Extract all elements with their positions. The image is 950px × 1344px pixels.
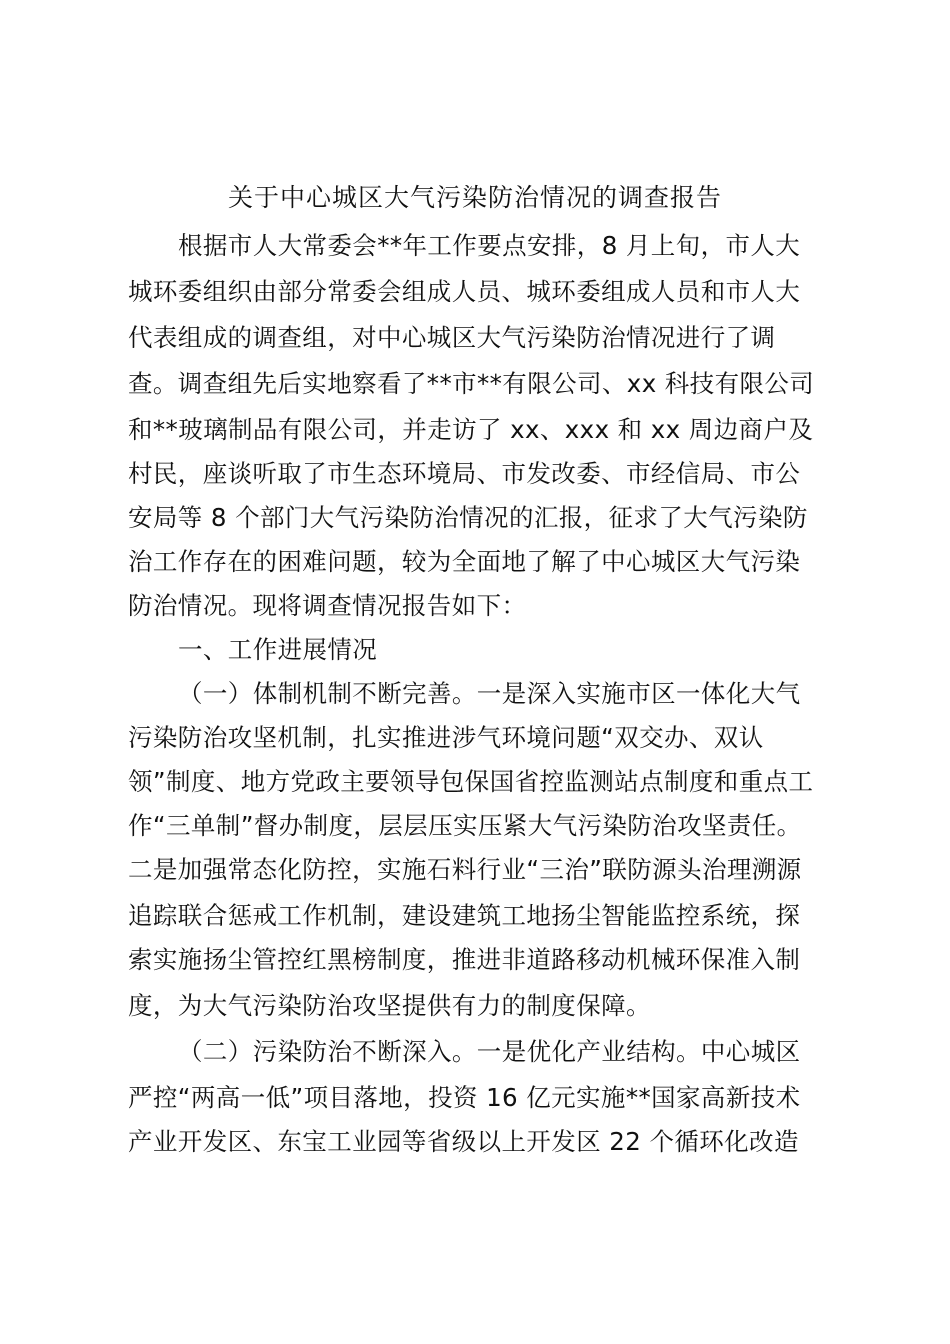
section-heading-1: 一、工作进展情况	[178, 635, 378, 664]
paragraph-line-21: 产业开发区、东宝工业园等省级以上开发区 22 个循环化改造	[128, 1127, 799, 1156]
paragraph-line-13: 领”制度、地方党政主要领导包保国省控监测站点制度和重点工	[128, 767, 814, 796]
paragraph-line-9: 防治情况。现将调查情况报告如下：	[128, 591, 527, 620]
paragraph-line-7: 安局等 8 个部门大气污染防治情况的汇报，征求了大气污染防	[128, 503, 808, 532]
paragraph-line-2: 城环委组织由部分常委会组成人员、城环委组成人员和市人大	[128, 277, 801, 306]
paragraph-line-1: 根据市人大常委会**年工作要点安排，8 月上旬，市人大	[178, 231, 801, 260]
paragraph-line-18: 度，为大气污染防治攻坚提供有力的制度保障。	[128, 991, 651, 1020]
paragraph-line-15: 二是加强常态化防控，实施石料行业“三治”联防源头治理溯源	[128, 855, 802, 884]
paragraph-line-12: 污染防治攻坚机制，扎实推进涉气环境问题“双交办、双认	[128, 723, 764, 752]
paragraph-line-5: 和**玻璃制品有限公司，并走访了 xx、xxx 和 xx 周边商户及	[128, 415, 814, 444]
paragraph-line-8: 治工作存在的困难问题，较为全面地了解了中心城区大气污染	[128, 547, 801, 576]
paragraph-line-3: 代表组成的调查组，对中心城区大气污染防治情况进行了调	[128, 323, 776, 352]
paragraph-line-20: 严控“两高一低”项目落地，投资 16 亿元实施**国家高新技术	[128, 1083, 801, 1112]
paragraph-line-14: 作“三单制”督办制度，层层压实压紧大气污染防治攻坚责任。	[128, 811, 802, 840]
paragraph-line-16: 追踪联合惩戒工作机制，建设建筑工地扬尘智能监控系统，探	[128, 901, 801, 930]
paragraph-line-6: 村民，座谈听取了市生态环境局、市发改委、市经信局、市公	[128, 459, 801, 488]
document-title: 关于中心城区大气污染防治情况的调查报告	[227, 183, 722, 212]
paragraph-line-4: 查。调查组先后实地察看了**市**有限公司、xx 科技有限公司	[128, 369, 815, 398]
paragraph-line-19: （二）污染防治不断深入。一是优化产业结构。中心城区	[178, 1037, 801, 1066]
paragraph-line-17: 索实施扬尘管控红黑榜制度，推进非道路移动机械环保准入制	[128, 945, 801, 974]
paragraph-line-11: （一）体制机制不断完善。一是深入实施市区一体化大气	[178, 679, 801, 708]
